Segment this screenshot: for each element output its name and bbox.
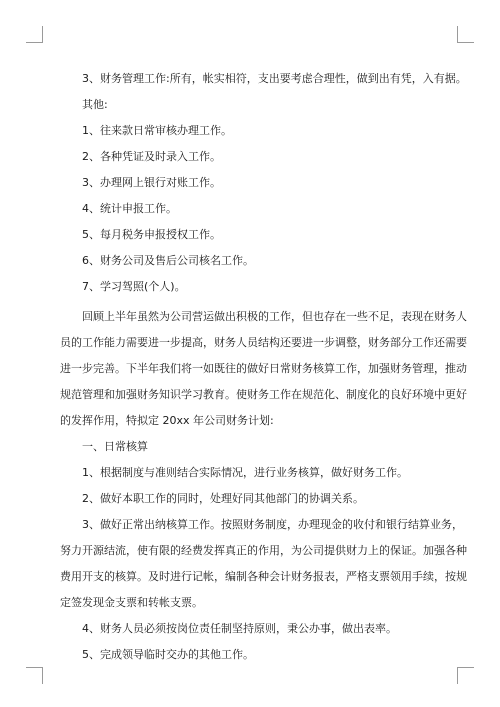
list-item: 6、财务公司及售后公司核名工作。: [82, 254, 254, 267]
crop-mark-top-right: [457, 26, 474, 43]
paragraph-line: 员的工作能力需要进一步提高，财务人员结构还要进一步调整，财务部分工作还需要: [60, 336, 467, 349]
document-body: [60, 66, 467, 668]
crop-mark-bottom-left: [26, 667, 43, 684]
paragraph-line: 3、财务管理工作:所有，帐实相符，支出要考虑合理性，做到出有凭，入有据。: [82, 72, 467, 85]
list-item: 2、做好本职工作的同时，处理好同其他部门的协调关系。: [82, 492, 364, 505]
list-item: 5、每月税务申报授权工作。: [82, 228, 221, 241]
paragraph-line: 费用开支的核算。及时进行记帐，编制各种会计财务报表，严格支票领用手续，按规: [60, 570, 467, 583]
paragraph-line: 规范管理和加强财务知识学习教育。使财务工作在规范化、制度化的良好环境中更好: [60, 388, 467, 401]
list-item: 3、办理网上银行对账工作。: [82, 176, 221, 189]
list-item: 4、财务人员必须按岗位责任制坚持原则，秉公办事，做出表率。: [82, 622, 397, 635]
paragraph-line: 努力开源结流，使有限的经费发挥真正的作用，为公司提供财力上的保证。加强各种: [60, 544, 467, 557]
list-item: 7、学习驾照(个人)。: [82, 280, 186, 293]
section-heading-daily-accounting: 一、日常核算: [82, 440, 148, 453]
paragraph-line: 的发挥作用，特拟定 20xx 年公司财务计划:: [60, 414, 274, 427]
list-item: 2、各种凭证及时录入工作。: [82, 150, 221, 163]
crop-mark-top-left: [26, 26, 43, 43]
list-item: 4、统计申报工作。: [82, 202, 177, 215]
section-heading-other: 其他:: [82, 98, 108, 111]
crop-mark-bottom-right: [457, 667, 474, 684]
paragraph-line: 回顾上半年虽然为公司营运做出积极的工作，但也存在一些不足，表现在财务人: [82, 310, 467, 323]
list-item: 1、往来款日常审核办理工作。: [82, 124, 232, 137]
list-item: 3、做好正常出纳核算工作。按照财务制度，办理现金的收付和银行结算业务，: [82, 518, 463, 531]
list-item: 1、根据制度与准则结合实际情况，进行业务核算，做好财务工作。: [82, 466, 408, 479]
list-item: 5、完成领导临时交办的其他工作。: [82, 648, 254, 661]
paragraph-line: 进一步完善。下半年我们将一如既往的做好日常财务核算工作，加强财务管理，推动: [60, 362, 467, 375]
paragraph-line: 定签发现金支票和转帐支票。: [60, 596, 203, 609]
